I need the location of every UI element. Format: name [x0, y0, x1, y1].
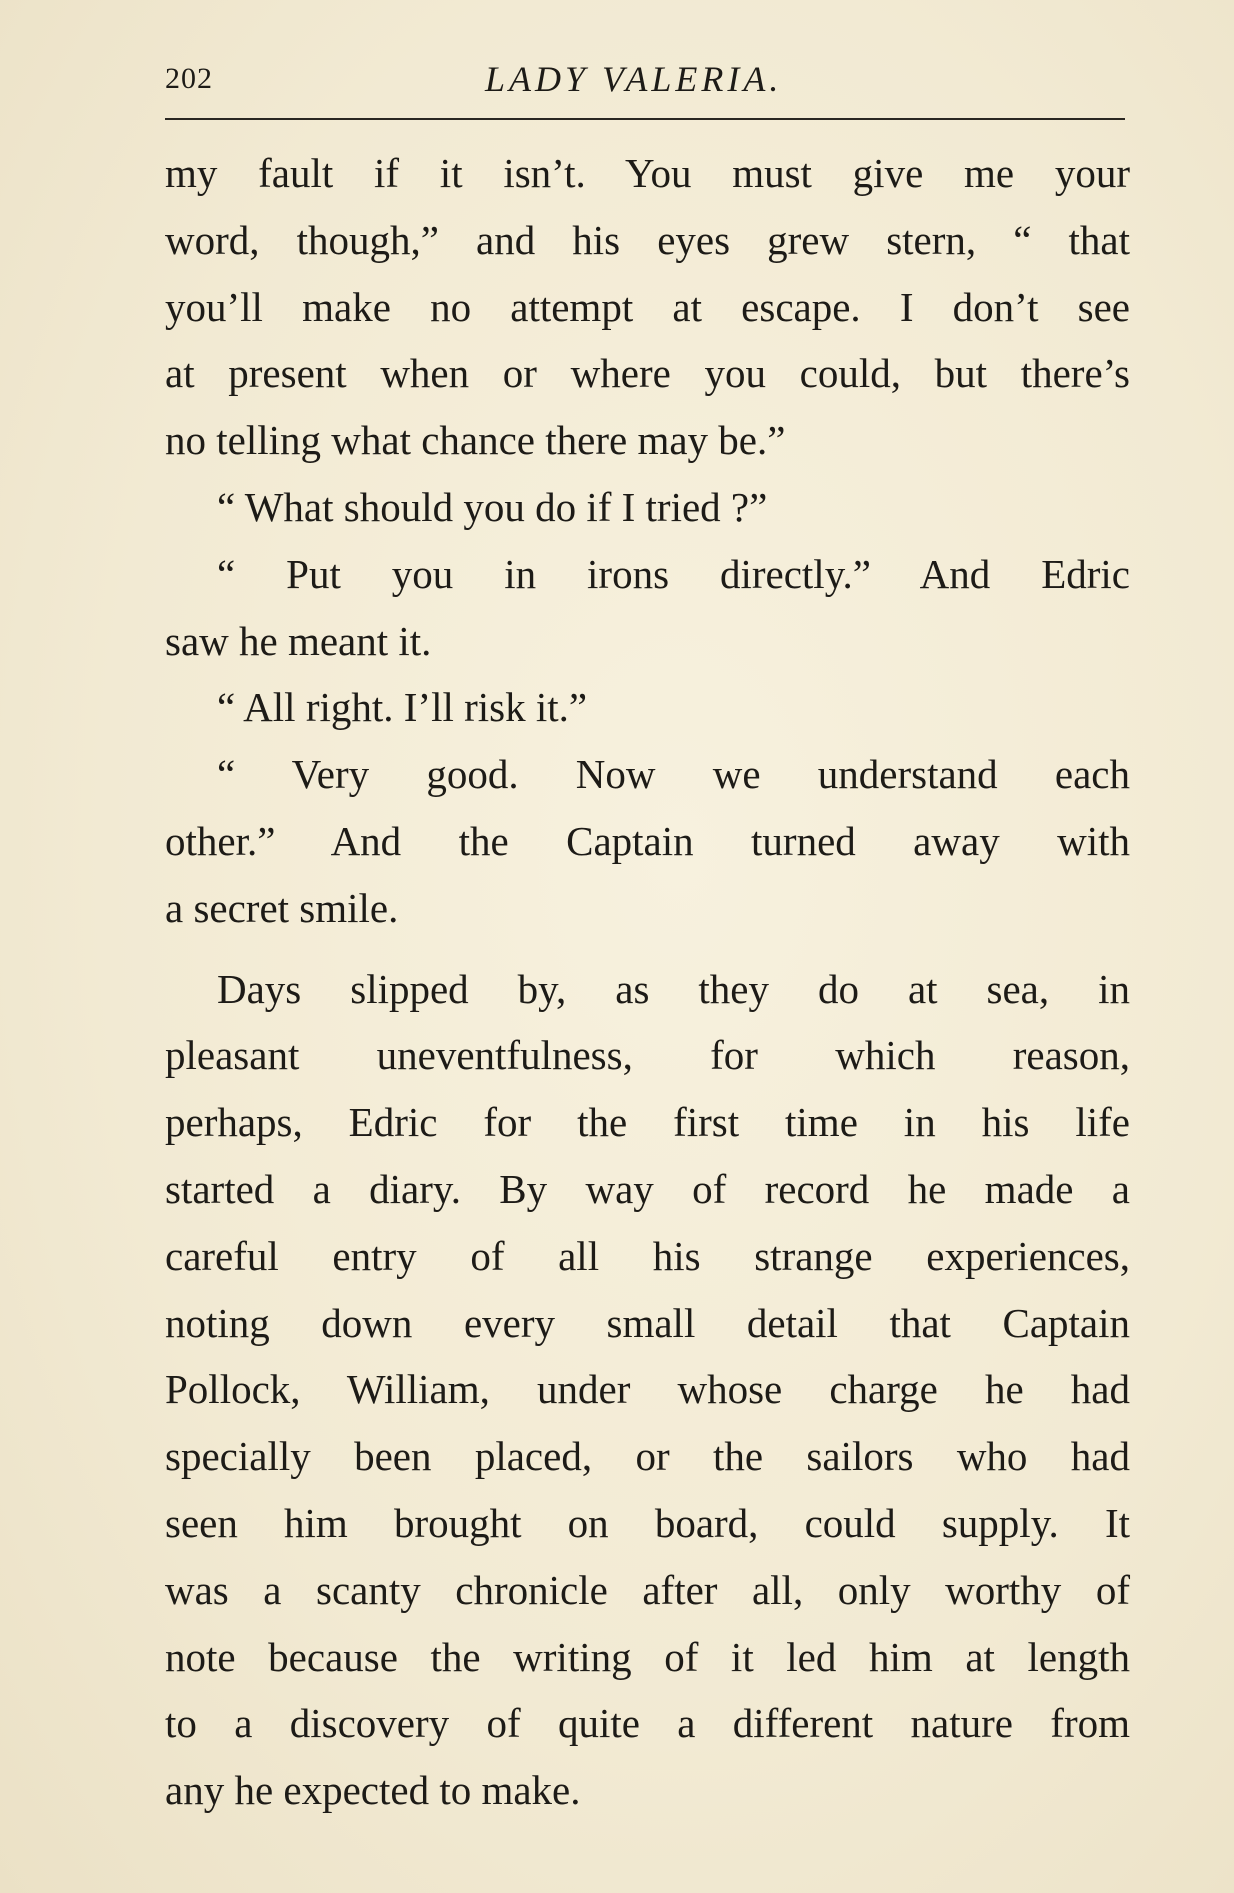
text-line: you’ll make no attempt at escape. I don’t see: [165, 283, 1130, 330]
running-title: LADY VALERIA.: [485, 59, 783, 99]
text-line: note because the writing of it led him at length: [165, 1633, 1130, 1680]
running-head: [165, 58, 1125, 108]
text-line: word, though,” and his eyes grew stern, “ that: [165, 216, 1130, 263]
text-line: seen him brought on board, could supply. It: [165, 1499, 1130, 1546]
text-line: was a scanty chronicle after all, only worthy of: [165, 1566, 1130, 1613]
paragraph-gap: [165, 942, 1130, 956]
text-line: pleasant uneventfulness, for which reason,: [165, 1032, 1130, 1079]
text-line: to a discovery of quite a different nature from: [165, 1700, 1130, 1747]
header-rule: [165, 118, 1125, 120]
text-line: a secret smile.: [165, 884, 399, 931]
text-line: at present when or where you could, but there’s: [165, 350, 1130, 397]
page-number: 202: [165, 62, 213, 95]
body-text: [165, 140, 1130, 1824]
text-line: perhaps, Edric for the first time in his life: [165, 1099, 1130, 1146]
text-line: started a diary. By way of record he made a: [165, 1165, 1130, 1212]
text-line: “ What should you do if I tried ?”: [217, 483, 768, 530]
text-line: other.” And the Captain turned away with: [165, 817, 1130, 864]
text-line: “ Put you in irons directly.” And Edric: [217, 550, 1130, 597]
text-line: Pollock, William, under whose charge he had: [165, 1366, 1130, 1413]
text-line: noting down every small detail that Captain: [165, 1299, 1130, 1346]
text-line: specially been placed, or the sailors who had: [165, 1433, 1130, 1480]
text-line: any he expected to make.: [165, 1767, 581, 1814]
text-line: “ All right. I’ll risk it.”: [217, 684, 588, 731]
text-line: saw he meant it.: [165, 617, 432, 664]
text-line: no telling what chance there may be.”: [165, 417, 786, 464]
text-line: careful entry of all his strange experiences,: [165, 1232, 1130, 1279]
text-line: my fault if it isn’t. You must give me your: [165, 150, 1130, 196]
text-line: Days slipped by, as they do at sea, in: [217, 965, 1130, 1012]
text-line: “ Very good. Now we understand each: [217, 751, 1130, 798]
